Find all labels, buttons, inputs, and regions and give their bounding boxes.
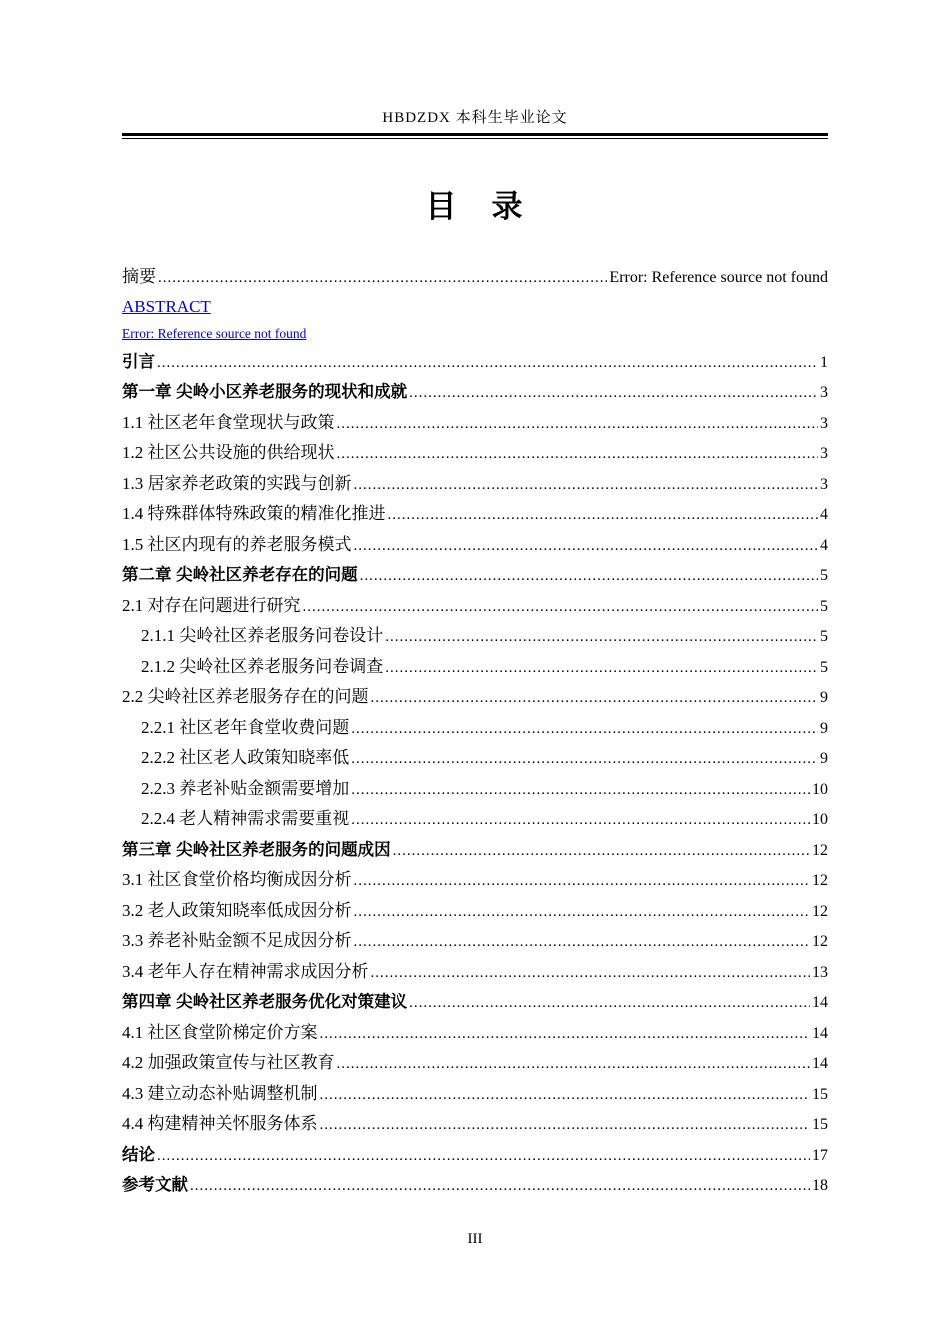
dot-leader <box>409 988 810 1019</box>
dot-leader <box>320 1110 811 1141</box>
toc-entry-page: 4 <box>820 536 828 554</box>
toc-entry-2-2-1 <box>122 713 828 744</box>
toc-entry-label: 2.2.3 养老补贴金额需要增加 <box>141 778 350 798</box>
dot-leader <box>303 592 819 623</box>
toc-entry-intro <box>122 347 828 378</box>
dot-leader <box>371 958 811 989</box>
toc-entry-page: 15 <box>812 1116 828 1133</box>
toc-entry-page: 3 <box>820 445 828 462</box>
toc-entry-page: 3 <box>820 384 828 401</box>
toc-entry-page: 9 <box>820 719 828 737</box>
dot-leader <box>337 1049 811 1080</box>
dot-leader <box>157 1141 810 1172</box>
toc-entry-2-1-2 <box>122 652 828 683</box>
toc-entry-label: 第四章 尖岭社区养老服务优化对策建议 <box>122 993 408 1011</box>
dot-leader <box>337 409 819 440</box>
toc-entry-label: 1.1 社区老年食堂现状与政策 <box>122 412 335 432</box>
toc-entry-label: 4.2 加强政策宣传与社区教育 <box>122 1053 335 1072</box>
dot-leader <box>337 439 819 470</box>
dot-leader <box>354 470 819 501</box>
dot-leader <box>354 866 811 897</box>
toc-entry-page: 12 <box>812 841 828 859</box>
toc-entry-label: 2.1 对存在问题进行研究 <box>122 595 301 615</box>
toc-entry-page: 4 <box>820 506 828 523</box>
toc-entry-page: 14 <box>812 1055 828 1072</box>
toc-entry-4-4 <box>122 1109 828 1140</box>
toc-entry-conclusion <box>122 1140 828 1171</box>
toc-entry-page: 9 <box>820 750 828 767</box>
toc-entry-abstract-cn <box>122 262 828 293</box>
toc-entry-2-2-3 <box>122 774 828 805</box>
toc-entry-chapter2 <box>122 560 828 591</box>
toc-entry-label: 1.5 社区内现有的养老服务模式 <box>122 534 352 554</box>
dot-leader <box>320 1080 811 1111</box>
toc-entry-label: 第二章 尖岭社区养老存在的问题 <box>122 566 358 584</box>
toc-entry-label: 4.3 建立动态补贴调整机制 <box>122 1083 318 1103</box>
toc-entry-page: 3 <box>820 475 828 493</box>
dot-leader <box>157 348 818 379</box>
toc-entry-page: 3 <box>820 414 828 432</box>
toc-entry-3-1 <box>122 865 828 896</box>
toc-entry-1-3 <box>122 469 828 500</box>
toc-entry-page: 14 <box>812 994 828 1011</box>
dot-leader <box>320 1019 811 1050</box>
header-rule-thin <box>122 138 828 139</box>
toc-entry-chapter3 <box>122 835 828 866</box>
toc-entry-4-2 <box>122 1048 828 1079</box>
toc-entry-label: 2.1.1 尖岭社区养老服务问卷设计 <box>141 626 384 645</box>
dot-leader <box>360 561 818 592</box>
toc-entry-label: 4.4 构建精神关怀服务体系 <box>122 1114 318 1133</box>
toc-entry-1-4 <box>122 499 828 530</box>
toc-entry-page: 5 <box>820 597 828 615</box>
dot-leader <box>351 775 810 806</box>
toc-entry-page: Error: Reference source not found <box>609 269 828 286</box>
toc-entry-label: 4.1 社区食堂阶梯定价方案 <box>122 1022 318 1042</box>
toc-entry-1-2 <box>122 438 828 469</box>
toc-entry-4-3 <box>122 1079 828 1110</box>
toc-entry-2-2-4 <box>122 804 828 835</box>
dot-leader <box>385 622 818 653</box>
page-title: 目 录 <box>425 189 525 224</box>
toc-entry-label: 第三章 尖岭社区养老服务的问题成因 <box>122 840 391 859</box>
toc-entry-label: 引言 <box>122 352 155 371</box>
dot-leader <box>409 378 818 409</box>
toc-entry-4-1 <box>122 1018 828 1049</box>
toc-entry-label: 1.4 特殊群体特殊政策的精准化推进 <box>122 504 386 523</box>
toc-entry-page: 5 <box>820 658 828 676</box>
toc-entry-references <box>122 1170 828 1201</box>
toc-entry-page: 14 <box>812 1024 828 1042</box>
toc-entry-2-1-1 <box>122 621 828 652</box>
toc-entry-label: 摘要 <box>122 267 156 286</box>
abstract-link[interactable]: ABSTRACT <box>122 296 211 316</box>
toc-entry-label: 3.2 老人政策知晓率低成因分析 <box>122 900 352 920</box>
dot-leader <box>351 714 818 745</box>
toc-entry-label: 结论 <box>122 1145 155 1164</box>
toc-entry-label: 1.2 社区公共设施的供给现状 <box>122 443 335 462</box>
toc-entry-page: 5 <box>820 567 828 584</box>
toc-entry-page: 9 <box>820 689 828 706</box>
page-number-footer: III <box>467 1231 483 1247</box>
dot-leader <box>190 1171 810 1202</box>
toc-entry-page: 12 <box>812 902 828 920</box>
toc-entry-chapter4 <box>122 987 828 1018</box>
toc-entry-label: 3.1 社区食堂价格均衡成因分析 <box>122 870 352 889</box>
table-of-contents <box>122 262 828 1201</box>
toc-entry-page: 1 <box>820 353 828 371</box>
toc-entry-page: 10 <box>812 780 828 798</box>
toc-entry-1-5 <box>122 530 828 561</box>
error-reference-link[interactable]: Error: Reference source not found <box>122 325 307 341</box>
toc-entry-label: 2.1.2 尖岭社区养老服务问卷调查 <box>141 656 384 676</box>
toc-entry-page: 12 <box>812 872 828 889</box>
toc-entry-3-3 <box>122 926 828 957</box>
dot-leader <box>388 500 819 531</box>
toc-entry-page: 15 <box>812 1085 828 1103</box>
toc-entry-error-link <box>122 321 828 347</box>
dot-leader <box>354 531 819 562</box>
dot-leader <box>354 927 811 958</box>
toc-entry-label: 2.2.1 社区老年食堂收费问题 <box>141 717 350 737</box>
toc-entry-page: 18 <box>812 1177 828 1194</box>
dot-leader <box>351 744 818 775</box>
toc-entry-page: 13 <box>812 963 828 981</box>
dot-leader <box>371 683 819 714</box>
toc-entry-3-4 <box>122 957 828 988</box>
toc-entry-label: 2.2 尖岭社区养老服务存在的问题 <box>122 687 369 706</box>
running-header: HBDZDX 本科生毕业论文 <box>382 110 568 126</box>
toc-entry-label: 3.4 老年人存在精神需求成因分析 <box>122 961 369 981</box>
toc-entry-label: 参考文献 <box>122 1176 188 1194</box>
toc-entry-label: 2.2.4 老人精神需求需要重视 <box>141 809 350 828</box>
dot-leader <box>354 897 811 928</box>
toc-entry-3-2 <box>122 896 828 927</box>
toc-entry-1-1 <box>122 408 828 439</box>
dot-leader <box>385 653 818 684</box>
toc-entry-page: 5 <box>820 628 828 645</box>
toc-entry-label: 2.2.2 社区老人政策知晓率低 <box>141 748 350 767</box>
toc-entry-abstract-en <box>122 293 828 321</box>
dot-leader <box>351 805 810 836</box>
toc-entry-chapter1 <box>122 377 828 408</box>
toc-entry-label: 1.3 居家养老政策的实践与创新 <box>122 473 352 493</box>
toc-entry-page: 10 <box>812 811 828 828</box>
toc-entry-label: 3.3 养老补贴金额不足成因分析 <box>122 931 352 950</box>
toc-entry-2-1 <box>122 591 828 622</box>
toc-entry-2-2 <box>122 682 828 713</box>
dot-leader <box>158 263 607 294</box>
toc-entry-2-2-2 <box>122 743 828 774</box>
toc-entry-label: 第一章 尖岭小区养老服务的现状和成就 <box>122 383 408 401</box>
toc-entry-page: 17 <box>812 1146 828 1164</box>
header-rule-thick <box>122 133 828 136</box>
toc-entry-page: 12 <box>812 933 828 950</box>
dot-leader <box>393 836 810 867</box>
